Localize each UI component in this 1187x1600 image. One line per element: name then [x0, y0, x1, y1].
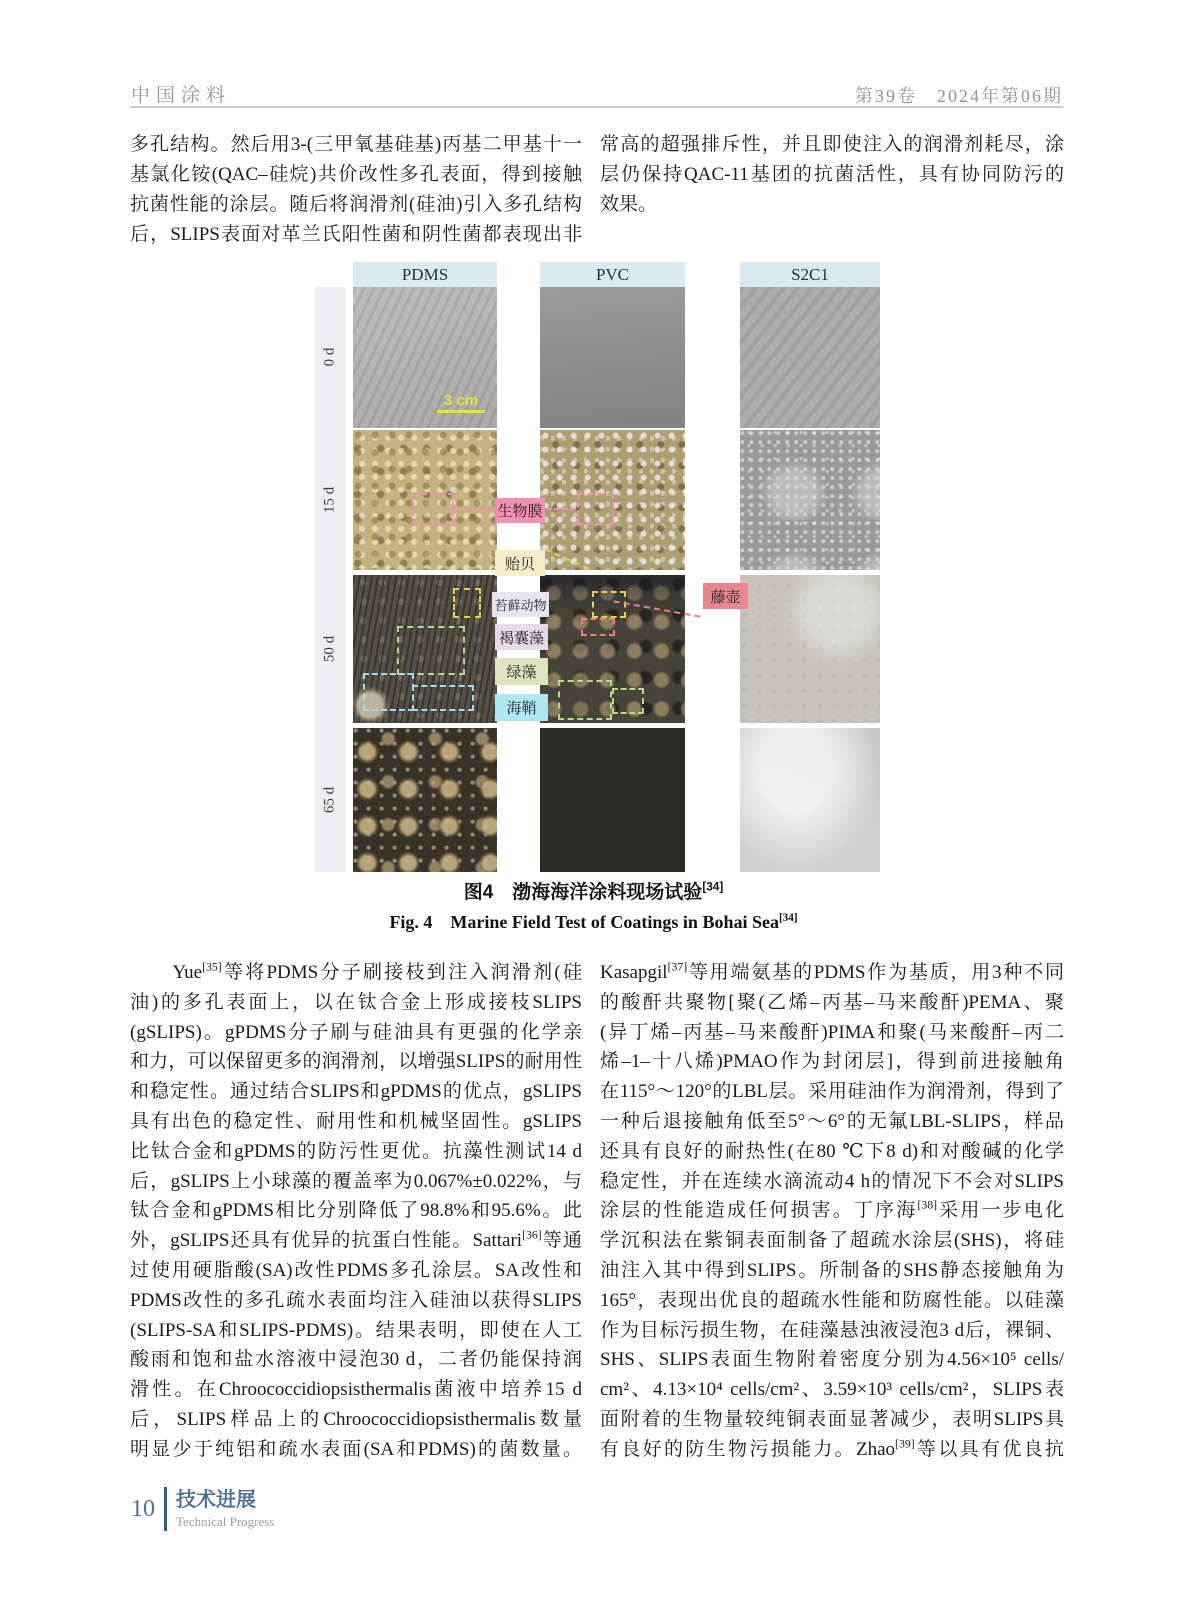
- body-text-line: SHS、SLIPS表面生物附着密度分别为4.56×10⁵ cells/: [600, 1349, 1064, 1371]
- top-text-block: [130, 130, 1064, 250]
- annotation-box-green-algae-pdms: [397, 626, 465, 675]
- volume-issue: 第39卷 2024年第06期: [855, 86, 1063, 106]
- figure-col-header-s2c1: S2C1: [740, 262, 880, 287]
- footer-section-en: Technical Progress: [176, 1514, 275, 1529]
- label-biofilm: 生物膜: [495, 498, 545, 523]
- header-rule: [130, 106, 1063, 108]
- body-text-line: 明显少于纯铝和疏水表面(SA和PDMS)的菌数量。: [130, 1438, 582, 1460]
- annotation-line-biofilm-left: [452, 508, 494, 510]
- body-text-line: 的酸酐共聚物[聚(乙烯–丙基–马来酸酐)PEMA、聚: [600, 991, 1064, 1013]
- body-text-line: 油)的多孔表面上，以在钛合金上形成接枝SLIPS: [130, 991, 582, 1013]
- annotation-box-bryozoan-pvc: [592, 591, 626, 618]
- body-text-line: 基氯化铵(QAC–硅烷)共价改性多孔表面，得到接触: [130, 164, 582, 185]
- body-text-block: [130, 958, 1064, 1465]
- body-text-line: 165°，表现出优良的超疏水性能和防腐性能。以硅藻: [600, 1289, 1064, 1311]
- figure-col-header-pdms: PDMS: [353, 262, 497, 287]
- page-number: 10: [131, 1495, 155, 1522]
- body-text-line: 作为目标污损生物，在硅藻悬浊液浸泡3 d后，裸铜、: [600, 1319, 1064, 1341]
- page-footer: [131, 1487, 274, 1531]
- body-text-line: 钛合金和gPDMS相比分别降低了98.8%和95.6%。此: [130, 1200, 582, 1222]
- body-text-line: (SLIPS-SA和SLIPS-PDMS)。结果表明，即使在人工: [130, 1319, 582, 1341]
- body-text-line: 后，gSLIPS上小球藻的覆盖率为0.067%±0.022%，与: [130, 1170, 582, 1192]
- body-text-line: 还具有良好的耐热性(在80 ℃下8 d)和对酸碱的化学: [600, 1140, 1064, 1162]
- body-text-line: 和稳定性。通过结合SLIPS和gPDMS的优点，gSLIPS: [130, 1081, 582, 1103]
- photo-s2c1-65d: [740, 728, 880, 872]
- annotation-box-biofilm-pdms: [412, 493, 454, 525]
- annotation-line-biofilm-right: [546, 508, 576, 510]
- body-text-line: 外，gSLIPS还具有优异的抗蛋白性能。Sattari[36]等通: [130, 1228, 582, 1252]
- body-text-line: 油注入其中得到SLIPS。所制备的SHS静态接触角为: [600, 1259, 1064, 1281]
- body-text-line: 在115°～120°的LBL层。采用硅油作为润滑剂，得到了: [600, 1081, 1064, 1103]
- photo-pdms-65d: [353, 728, 497, 872]
- label-mussel: 贻贝: [495, 550, 545, 576]
- body-text-line: 具有出色的稳定性、耐用性和机械坚固性。gSLIPS: [130, 1110, 582, 1132]
- photo-pvc-0d: [540, 287, 685, 428]
- footer-divider: [164, 1487, 167, 1531]
- photo-s2c1-50d: [740, 575, 880, 723]
- figure-caption: [0, 877, 1187, 934]
- body-text-line: cm²、4.13×10⁴ cells/cm²、3.59×10³ cells/cm²，SLIPS表: [600, 1379, 1064, 1401]
- body-text-line: 有良好的防生物污损能力。Zhao[39]等以具有优良抗: [600, 1437, 1064, 1460]
- body-text-line: 酸雨和饱和盐水溶液中浸泡30 d，二者仍能保持润: [130, 1349, 582, 1371]
- figure-caption-zh: 图4 渤海海洋涂料现场试验[34]: [463, 880, 724, 903]
- body-right-column: [600, 958, 1064, 1465]
- photo-pvc-65d: [540, 728, 685, 872]
- body-text-line: 一种后退接触角低至5°～6°的无氟LBL-SLIPS，样品: [600, 1110, 1064, 1132]
- figure-caption-en: Fig. 4 Marine Field Test of Coatings in Bohai Sea[34]: [389, 912, 798, 932]
- figure-col-header-pvc: PVC: [540, 262, 685, 287]
- body-text-line: 烯–1–十八烯)PMAO作为封闭层]，得到前进接触角: [600, 1051, 1064, 1073]
- annotation-box-barnacle-pvc: [581, 618, 615, 636]
- footer-section-zh: 技术进展: [176, 1489, 256, 1511]
- body-text-line: 稳定性，并在连续水滴流动4 h的情况下不会对SLIPS: [600, 1170, 1064, 1192]
- body-text-line: 比钛合金和gPDMS的防污性更优。抗藻性测试14 d: [130, 1140, 582, 1162]
- body-text-line: 效果。: [600, 194, 658, 215]
- body-text-line: 涂层的性能造成任何损害。丁序海[38]采用一步电化: [600, 1199, 1064, 1222]
- label-brown-algae: 褐囊藻: [495, 624, 548, 650]
- body-text-line: (gSLIPS)。gPDMS分子刷与硅油具有更强的化学亲: [130, 1021, 582, 1043]
- body-text-line: 和力，可以保留更多的润滑剂，以增强SLIPS的耐用性: [130, 1051, 582, 1073]
- top-right-column: [600, 130, 1064, 250]
- annotation-box-sea-squirt-pdms-2: [412, 685, 474, 711]
- body-left-column: [130, 958, 582, 1465]
- annotation-box-sea-squirt-pdms: [363, 673, 414, 711]
- body-text-line: 面附着的生物量较纯铜表面显著减少，表明SLIPS具: [600, 1408, 1064, 1430]
- footer-section: [176, 1487, 274, 1531]
- label-barnacle: 藤壶: [703, 583, 748, 609]
- photo-s2c1-15d: [740, 430, 880, 570]
- annotation-box-green-algae-pvc: [558, 680, 612, 720]
- body-text-line: PDMS改性的多孔疏水表面均注入硅油以获得SLIPS: [130, 1289, 582, 1311]
- body-text-line: 学沉积法在紫铜表面制备了超疏水涂层(SHS)，将硅: [600, 1230, 1064, 1252]
- body-text-line: 抗菌性能的涂层。随后将润滑剂(硅油)引入多孔结构: [130, 194, 582, 215]
- journal-title: 中国涂料: [131, 85, 232, 106]
- body-text-line: 过使用硬脂酸(SA)改性PDMS多孔涂层。SA改性和: [130, 1259, 582, 1281]
- label-green-algae: 绿藻: [495, 658, 548, 685]
- annotation-box-green-algae-pvc-2: [612, 688, 644, 714]
- body-text-line: 后，SLIPS表面对革兰氏阳性菌和阴性菌都表现出非: [130, 224, 582, 245]
- body-text-line: 后，SLIPS样品上的Chroococcidiopsisthermalis数量: [130, 1408, 582, 1430]
- label-bryozoan: 苔藓动物: [492, 592, 549, 617]
- label-sea-squirt: 海鞘: [495, 694, 548, 721]
- scale-bar: 3 cm: [437, 392, 485, 413]
- body-text-line: 多孔结构。然后用3-(三甲氧基硅基)丙基二甲基十一: [130, 134, 582, 155]
- body-text-line: 层仍保持QAC-11基团的抗菌活性，具有协同防污的: [600, 164, 1064, 185]
- annotation-box-bryozoan-pdms: [453, 588, 481, 618]
- body-text-line: 常高的超强排斥性，并且即使注入的润滑剂耗尽，涂: [600, 134, 1064, 155]
- body-text-line: Kasapgil[37]等用端氨基的PDMS作为基质，用3种不同: [600, 960, 1064, 983]
- annotation-box-biofilm-pvc: [577, 493, 614, 525]
- top-left-column: [130, 130, 582, 250]
- body-text-line: (异丁烯–丙基–马来酸酐)PIMA和聚(马来酸酐–丙二: [600, 1021, 1064, 1043]
- photo-s2c1-0d: [740, 287, 880, 428]
- body-text-line: Yue[35]等将PDMS分子刷接枝到注入润滑剂(硅: [130, 960, 582, 983]
- body-text-line: 滑性。在Chroococcidiopsisthermalis菌液中培养15 d: [130, 1379, 582, 1401]
- figure-4: PDMS PVC S2C1 0 d 15 d 50 d 65 d 3 cm 生物膜 贻贝 苔藓动物 褐囊藻 绿藻 海鞘 藤壶: [315, 258, 880, 872]
- figure-row-label-bar: [315, 287, 345, 872]
